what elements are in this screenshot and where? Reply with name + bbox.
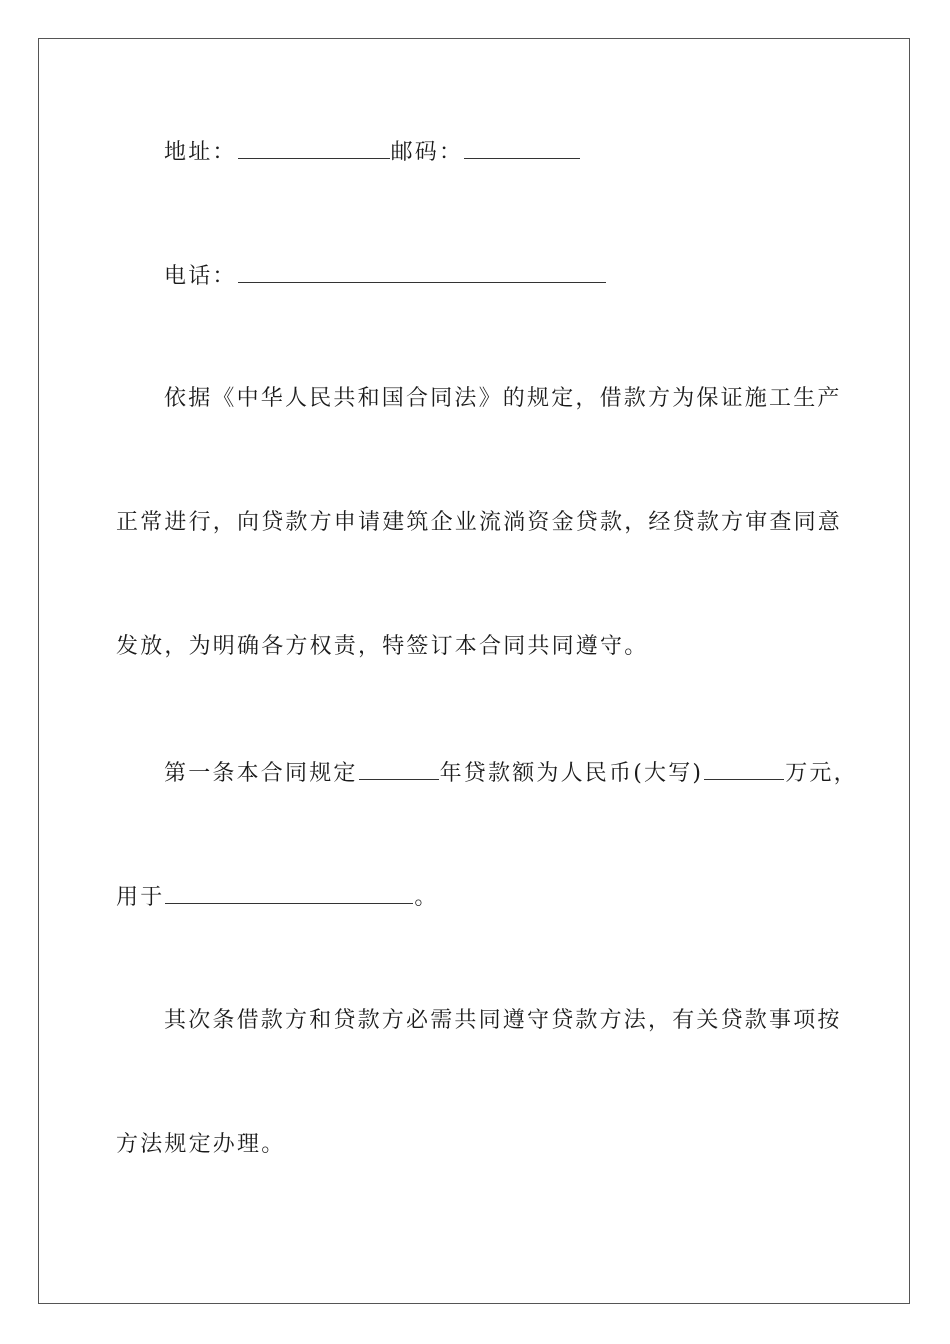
usage-end: 。 [414, 885, 439, 910]
phone-blank [238, 260, 606, 283]
address-line [164, 136, 581, 168]
postcode-blank [464, 136, 580, 159]
paragraph1-line3: 发放，为明确各方权责，特签订本合同共同遵守。 [116, 634, 649, 659]
amount-blank [704, 757, 784, 780]
usage-label: 用于 [116, 885, 165, 910]
address-blank [238, 136, 390, 159]
usage-blank [165, 881, 413, 904]
article1-text3: 万元， [785, 761, 858, 786]
phone-line [164, 260, 607, 292]
year-blank [359, 757, 439, 780]
article1-text2: 年贷款额为人民币(大写) [439, 761, 704, 786]
article1-line2 [116, 881, 439, 913]
article2-line2: 方法规定办理。 [116, 1132, 286, 1157]
article2-line1: 其次条借款方和贷款方必需共同遵守贷款方法，有关贷款事项按 [164, 1008, 842, 1033]
phone-label: 电话： [164, 264, 237, 289]
postcode-label: 邮码： [390, 140, 464, 165]
paragraph1-line2: 正常进行，向贷款方申请建筑企业流淌资金贷款，经贷款方审查同意 [116, 510, 843, 535]
article1-line1 [164, 757, 858, 789]
article1-text1: 第一条本合同规定 [164, 761, 358, 786]
paragraph1-line1: 依据《中华人民共和国合同法》的规定，借款方为保证施工生产 [164, 386, 842, 411]
address-label: 地址： [164, 140, 237, 165]
page-border [38, 38, 910, 1304]
